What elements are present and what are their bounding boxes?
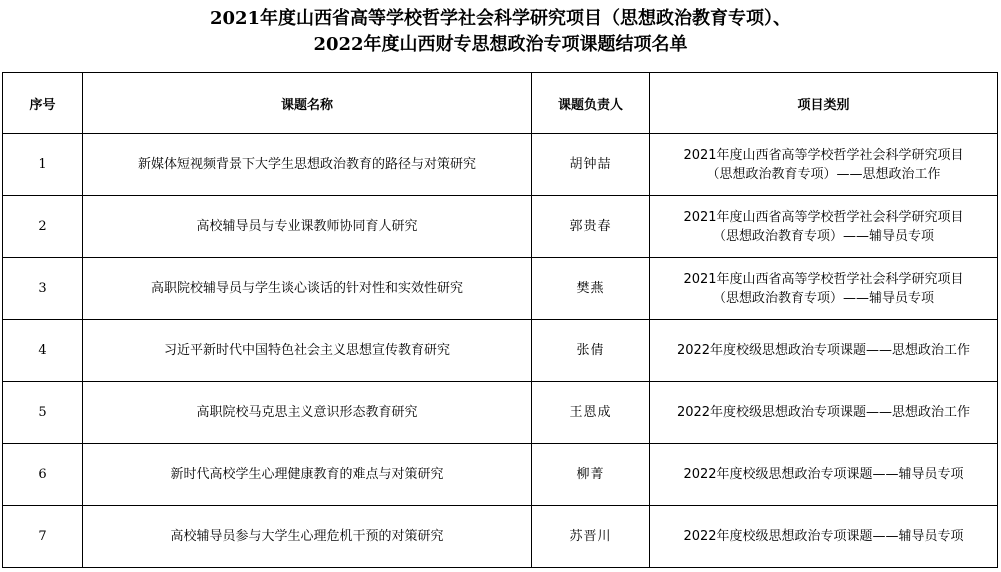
- project-category: [650, 258, 998, 320]
- project-lead: 郭贵春: [532, 196, 650, 258]
- title-line-2: 2022年度山西财专思想政治专项课题结项名单: [313, 34, 688, 55]
- table-row: [3, 382, 998, 444]
- project-lead: 张倩: [532, 320, 650, 382]
- category-line-2: （思想政治教育专项）——辅导员专项: [712, 290, 934, 306]
- row-number: 5: [3, 382, 83, 444]
- category-line-1: 2022年度校级思想政治专项课题——辅导员专项: [683, 529, 964, 544]
- project-name: 高职院校辅导员与学生谈心谈话的针对性和实效性研究: [83, 258, 532, 320]
- category-line-1: 2022年度校级思想政治专项课题——思想政治工作: [676, 343, 971, 358]
- row-number: 2: [3, 196, 83, 258]
- table-row: [3, 506, 998, 568]
- row-number: 3: [3, 258, 83, 320]
- project-lead: 樊燕: [532, 258, 650, 320]
- project-lead: 胡钟喆: [532, 134, 650, 196]
- table-row: [3, 258, 998, 320]
- table-header-row: [3, 73, 998, 134]
- row-number: 4: [3, 320, 83, 382]
- row-number: 7: [3, 506, 83, 568]
- category-line-1: 2021年度山西省高等学校哲学社会科学研究项目: [683, 147, 964, 163]
- table-row: [3, 444, 998, 506]
- project-category: [650, 196, 998, 258]
- category-line-1: 2022年度校级思想政治专项课题——思想政治工作: [676, 405, 971, 420]
- project-name: 新时代高校学生心理健康教育的难点与对策研究: [83, 444, 532, 506]
- row-number: 1: [3, 134, 83, 196]
- project-category: [650, 320, 998, 382]
- project-name: 高校辅导员与专业课教师协同育人研究: [83, 196, 532, 258]
- project-lead: 王恩成: [532, 382, 650, 444]
- header-no: 序号: [3, 73, 83, 134]
- table-row: [3, 134, 998, 196]
- project-name: 新媒体短视频背景下大学生思想政治教育的路径与对策研究: [83, 134, 532, 196]
- table-row: [3, 196, 998, 258]
- project-lead: 苏晋川: [532, 506, 650, 568]
- category-line-2: （思想政治教育专项）——辅导员专项: [712, 228, 934, 244]
- project-category: [650, 444, 998, 506]
- header-name: 课题名称: [83, 73, 532, 134]
- project-lead: 柳菁: [532, 444, 650, 506]
- title-line-1: 2021年度山西省高等学校哲学社会科学研究项目（思想政治教育专项）、: [209, 8, 792, 29]
- document-title: [0, 6, 1001, 58]
- project-name: 高校辅导员参与大学生心理危机干预的对策研究: [83, 506, 532, 568]
- row-number: 6: [3, 444, 83, 506]
- project-name: 习近平新时代中国特色社会主义思想宣传教育研究: [83, 320, 532, 382]
- header-lead: 课题负责人: [532, 73, 650, 134]
- project-name: 高职院校马克思主义意识形态教育研究: [83, 382, 532, 444]
- table-row: [3, 320, 998, 382]
- category-line-1: 2021年度山西省高等学校哲学社会科学研究项目: [683, 209, 964, 225]
- project-category: [650, 506, 998, 568]
- project-category: [650, 382, 998, 444]
- category-line-2: （思想政治教育专项）——思想政治工作: [706, 166, 941, 182]
- category-line-1: 2022年度校级思想政治专项课题——辅导员专项: [683, 467, 964, 482]
- category-line-1: 2021年度山西省高等学校哲学社会科学研究项目: [683, 271, 964, 287]
- header-category: 项目类别: [650, 73, 998, 134]
- project-category: [650, 134, 998, 196]
- results-table: [2, 72, 998, 568]
